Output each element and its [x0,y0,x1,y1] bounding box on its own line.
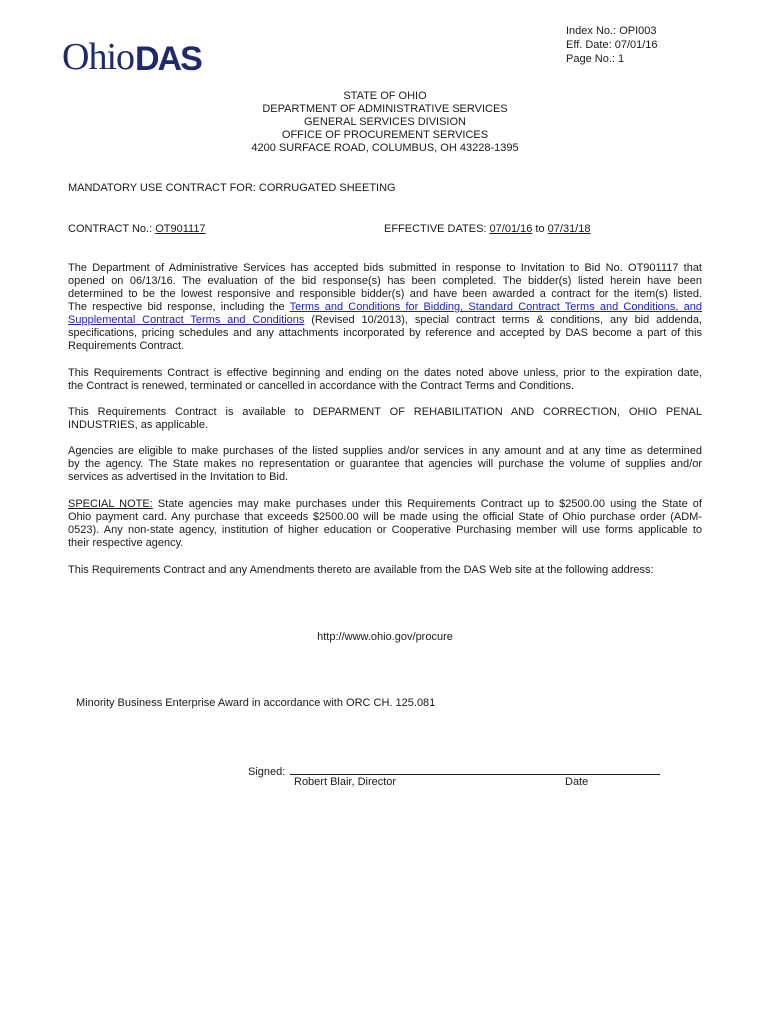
paragraph-text: The respective bid response, including the [68,301,290,313]
paragraph-text: (Revised 10/2013), special contract terms & conditions, any bid addenda, [304,314,702,326]
effective-dates [384,223,590,236]
effective-dates-label: EFFECTIVE DATES: [384,223,490,235]
eligibility-paragraph [68,445,702,484]
paragraph-line: Ohio payment card. Any purchase that exceeds $2500.00 will be made using the official State of Ohio purchase order (ADM- [68,511,702,523]
effective-date: Eff. Date: 07/01/16 [566,39,658,51]
effective-dates-to: to [532,223,548,235]
paragraph-line: INDUSTRIES, as applicable. [68,419,208,431]
index-number: Index No.: OPI003 [566,25,657,37]
page-number: Page No.: 1 [566,53,625,65]
paragraph-line: the Contract is renewed, terminated or cancelled in accordance with the Contract Terms and Conditions. [68,380,575,392]
minority-award-note: Minority Business Enterprise Award in accordance with ORC CH. 125.081 [76,697,436,709]
paragraph-line [68,498,702,511]
header-line: 4200 SURFACE ROAD, COLUMBUS, OH 43228-1395 [251,142,519,154]
header-line: OFFICE OF PROCUREMENT SERVICES [281,129,489,141]
availability-paragraph [68,406,702,432]
paragraph-line: Requirements Contract. [68,340,185,352]
header-line: GENERAL SERVICES DIVISION [304,116,466,128]
terms-conditions-link[interactable]: Terms and Conditions for Bidding, Standard Contract Terms and Conditions, and [289,301,702,313]
paragraph-text: State agencies may make purchases under this Requirements Contract up to $2500.00 using the State of [152,498,702,510]
header-line: DEPARTMENT OF ADMINISTRATIVE SERVICES [262,103,508,115]
special-note-paragraph [68,498,702,550]
logo-das-text: DAS [135,40,201,78]
paragraph-line: The Department of Administrative Services has accepted bids submitted in response to Invitation to Bid No. OT901117 that [68,262,702,274]
award-paragraph [68,262,702,353]
procure-url[interactable]: http://www.ohio.gov/procure [317,631,453,643]
paragraph-line: their respective agency. [68,537,184,549]
supplemental-terms-link[interactable]: Supplemental Contract Terms and Conditions [68,314,305,326]
signed-label: Signed: [248,766,289,778]
agency-header [0,90,770,155]
signature-date-label: Date [565,776,589,788]
special-note-label: SPECIAL NOTE: [68,498,153,510]
ohio-das-logo [62,36,201,76]
logo-ohio-text: Ohio [62,36,134,78]
effective-date-start: 07/01/16 [489,223,533,235]
signature-line [290,764,660,775]
contract-number-value: OT901117 [155,223,206,235]
contract-number [68,223,206,236]
paragraph-line: 0523). Any non-state agency, institution of higher education or Cooperative Purchasing member will use forms applicable to [68,524,702,536]
effective-paragraph [68,367,702,393]
header-line: STATE OF OHIO [343,90,427,102]
paragraph-line: services as advertised in the Invitation to Bid. [68,471,289,483]
contract-title: MANDATORY USE CONTRACT FOR: CORRUGATED SHEETING [68,182,396,194]
paragraph-line: by the agency. The State makes no representation or guarantee that agencies will purchase the volume of supplies and/or [68,458,702,470]
website-paragraph: This Requirements Contract and any Amendments thereto are available from the DAS Web site at the following address: [68,564,654,576]
signer-name: Robert Blair, Director [294,776,397,788]
paragraph-line: determined to be the lowest responsive and responsible bidder(s) and have been awarded a contract for the item(s) listed. [68,288,702,300]
paragraph-line: This Requirements Contract is effective beginning and ending on the dates noted above unless, prior to the expiration date, [68,367,702,379]
paragraph-line [68,314,702,327]
paragraph-line [68,301,702,314]
paragraph-line: This Requirements Contract is available to DEPARMENT OF REHABILITATION AND CORRECTION, OHIO PENAL [68,406,702,418]
paragraph-line: specifications, pricing schedules and any attachments incorporated by reference and accepted by DAS become a part of this [68,327,702,339]
index-block [566,24,746,66]
contract-number-label: CONTRACT No.: [68,223,156,235]
effective-date-end: 07/31/18 [547,223,591,235]
paragraph-line: Agencies are eligible to make purchases of the listed supplies and/or services in any amount and at any time as determined [68,445,702,457]
paragraph-line: opened on 06/13/16. The evaluation of the bid response(s) has been completed. The bidder(s) listed herein have been [68,275,702,287]
